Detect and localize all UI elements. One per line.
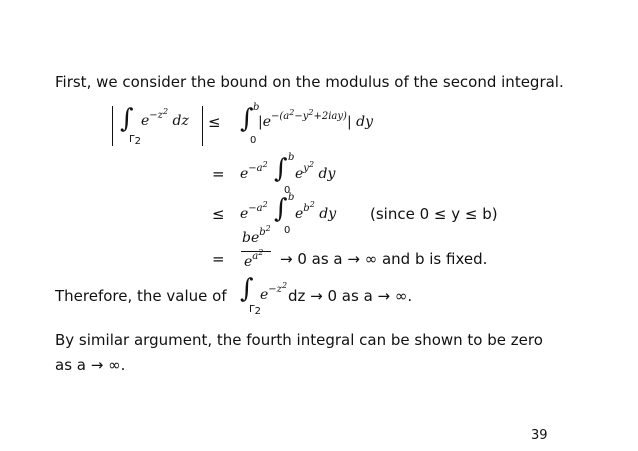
closing-line-1: By similar argument, the fourth integral can be shown to be zero [55,331,543,349]
limit-statement: → 0 as a → ∞ and b is fixed. [280,250,488,268]
integral-upper-limit: b [288,152,295,163]
relation-le-1: ≤ [208,113,221,131]
integral-sign: ∫ [120,104,134,134]
closing-line-2: as a → ∞. [55,356,126,374]
integral-upper-limit: b [253,102,260,113]
integrand: $e^{b^2}$ dy [295,200,337,222]
relation-eq-1: = [212,165,225,183]
integral-sign: ∫ [274,194,288,224]
relation-eq-2: = [212,250,225,268]
page-number: 39 [531,428,548,443]
integrand: $|e^{-(a^2-y^2+2iay)}|$ dy [258,108,373,130]
intro-text: First, we consider the bound on the modulus of the second integral. [55,73,564,91]
integral-sign: ∫ [240,104,254,134]
integral-lower-limit: $\Gamma_2$ [249,304,261,317]
therefore-suffix: dz → 0 as a → ∞. [288,287,413,305]
integral-sign: ∫ [274,154,288,184]
therefore-prefix: Therefore, the value of [55,287,227,305]
modulus-bar-left [112,106,113,146]
integral-lower-limit: 0 [284,185,291,196]
denominator: $e^{a^2}$ [244,248,264,270]
integral-sign: ∫ [240,274,254,304]
factor: $e^{-a^2}$ [240,160,268,182]
integral-lower-limit: 0 [250,135,257,146]
factor: $e^{-a^2}$ [240,200,268,222]
fraction [241,224,273,274]
integral-lower-limit: $\Gamma_2$ [129,134,141,147]
relation-le-2: ≤ [212,205,225,223]
since-note: (since 0 ≤ y ≤ b) [370,205,498,223]
integral-upper-limit: b [288,192,295,203]
modulus-bar-right [202,106,203,146]
integrand: $e^{-z^2}$ dz [141,107,189,129]
integrand: $e^{-z^2}$ [260,281,288,303]
integrand: $e^{y^2}$ dy [295,160,336,182]
numerator: $be^{b^2}$ [242,224,271,246]
integral-lower-limit: 0 [284,225,291,236]
